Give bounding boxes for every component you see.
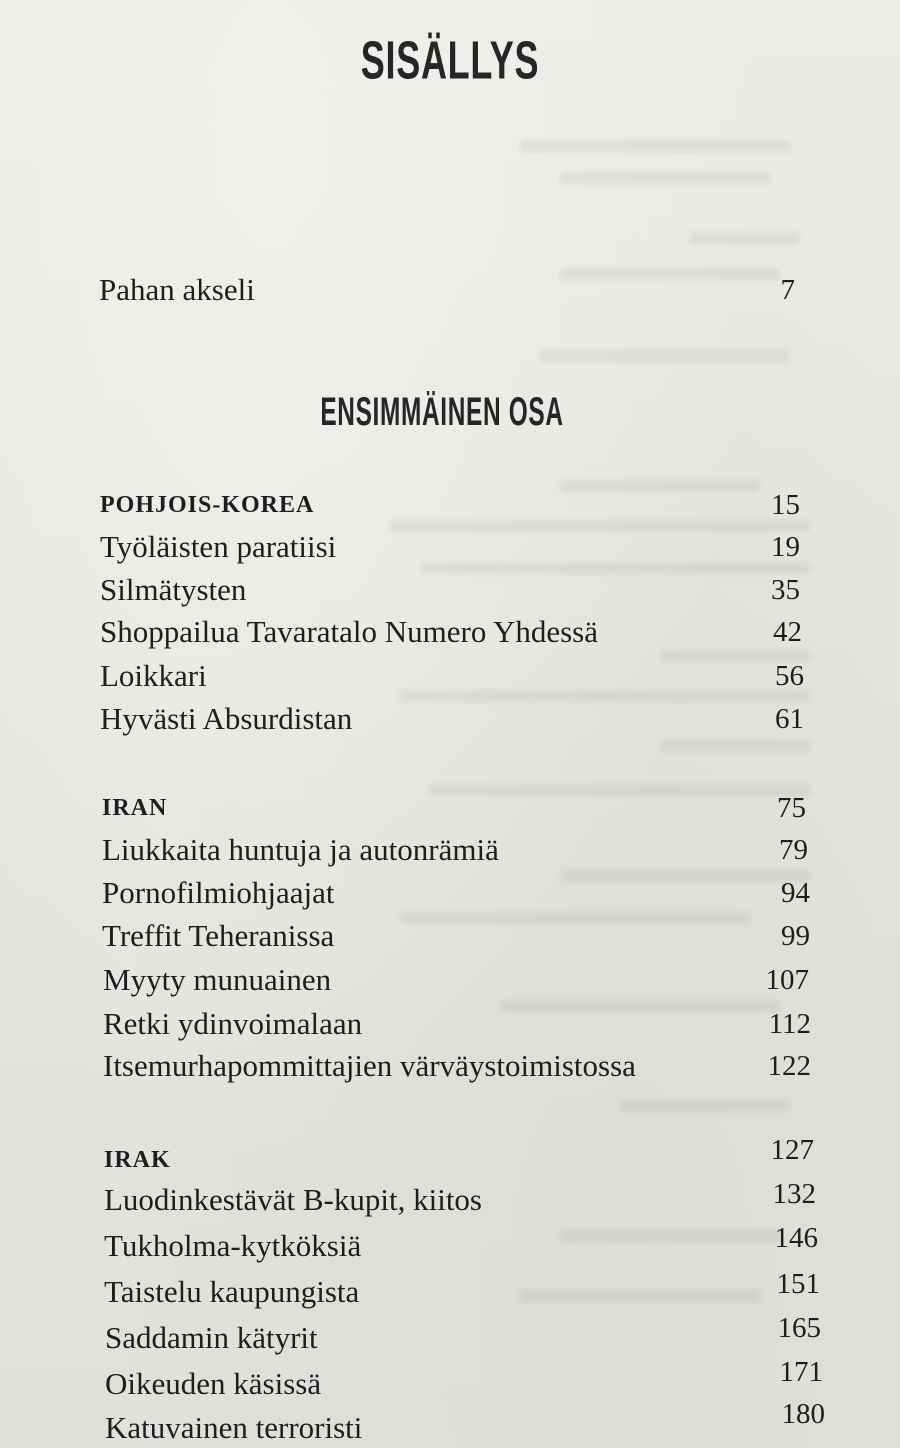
toc-entry-label: Taistelu kaupungista <box>104 1274 360 1309</box>
toc-entry-page: 132 <box>772 1178 816 1210</box>
toc-entry-page: 19 <box>771 531 800 563</box>
toc-entry-label: Shoppailua Tavaratalo Numero Yhdessä <box>100 614 598 649</box>
toc-entry <box>100 699 804 739</box>
toc-entry-intro <box>99 270 795 310</box>
toc-entry-label: Tukholma-kytköksiä <box>104 1228 362 1263</box>
toc-entry <box>104 1268 820 1312</box>
bleed-through-mark <box>660 740 810 752</box>
page-title: SISÄLLYS <box>360 29 540 91</box>
section-heading-label: IRAN <box>102 795 168 821</box>
section-heading-label: IRAK <box>104 1147 171 1173</box>
toc-entry <box>102 873 810 913</box>
bleed-through-mark <box>690 232 800 244</box>
toc-entry-label: Saddamin kätyrit <box>105 1320 318 1355</box>
section-heading-page: 127 <box>770 1134 814 1166</box>
toc-entry-page: 94 <box>781 877 810 909</box>
section-heading-label: POHJOIS-KOREA <box>100 492 315 518</box>
toc-entry <box>102 916 810 956</box>
toc-entry <box>100 656 804 696</box>
toc-entry-page: 107 <box>765 964 809 996</box>
toc-section-heading <box>102 788 806 828</box>
toc-entry <box>105 1398 825 1448</box>
toc-entry <box>100 612 802 652</box>
toc-entry-page: 56 <box>775 660 804 692</box>
bleed-through-mark <box>560 172 770 184</box>
toc-entry-label: Hyvästi Absurdistan <box>100 701 353 736</box>
bleed-through-mark <box>520 140 790 152</box>
toc-entry-label: Pornofilmiohjaajat <box>102 875 335 910</box>
toc-entry-label: Pahan akseli <box>99 272 255 307</box>
bleed-through-mark <box>620 1100 790 1112</box>
toc-entry <box>103 1046 811 1086</box>
toc-entry-page: 42 <box>773 616 802 648</box>
toc-entry-label: Oikeuden käsissä <box>105 1366 322 1401</box>
toc-entry-label: Retki ydinvoimalaan <box>103 1006 363 1041</box>
toc-entry-label: Työläisten paratiisi <box>100 529 337 564</box>
toc-section-heading <box>100 485 800 525</box>
toc-entry-label: Luodinkestävät B-kupit, kiitos <box>104 1182 482 1217</box>
toc-entry <box>104 1222 818 1266</box>
toc-entry-label: Katuvainen terroristi <box>105 1410 363 1445</box>
toc-entry-page: 35 <box>771 574 800 606</box>
toc-section-heading <box>104 1134 814 1180</box>
section-heading-page: 75 <box>777 792 806 824</box>
bleed-through-mark <box>540 350 790 362</box>
toc-entry-page: 112 <box>768 1008 811 1040</box>
toc-entry-label: Myyty munuainen <box>103 962 332 997</box>
toc-entry-page: 99 <box>781 920 810 952</box>
toc-entry-page: 165 <box>777 1312 821 1344</box>
toc-entry <box>103 1004 811 1044</box>
toc-entry <box>105 1356 823 1404</box>
toc-entry-label: Itsemurhapommittajien värväystoimistossa <box>103 1048 636 1083</box>
toc-entry-label: Silmätysten <box>100 572 247 607</box>
toc-entry <box>100 527 800 567</box>
toc-entry-page: 61 <box>775 703 804 735</box>
toc-entry-label: Liukkaita huntuja ja autonrämiä <box>102 832 499 867</box>
toc-entry-page: 146 <box>774 1222 818 1254</box>
toc-entry-page: 171 <box>779 1356 823 1388</box>
section-heading-page: 15 <box>771 489 800 521</box>
toc-entry <box>102 830 808 870</box>
toc-entry <box>104 1180 816 1220</box>
toc-entry <box>103 960 809 1000</box>
toc-entry-page: 151 <box>776 1268 820 1300</box>
toc-entry <box>105 1312 821 1358</box>
toc-entry-label: Loikkari <box>100 658 207 693</box>
toc-entry-page: 180 <box>781 1398 825 1430</box>
toc-entry-label: Treffit Teheranissa <box>102 918 335 953</box>
toc-entry <box>100 570 800 610</box>
part-title: ENSIMMÄINEN OSA <box>320 389 564 434</box>
toc-entry-page: 122 <box>767 1050 811 1082</box>
toc-entry-page: 79 <box>779 834 808 866</box>
toc-entry-page: 7 <box>780 274 795 306</box>
